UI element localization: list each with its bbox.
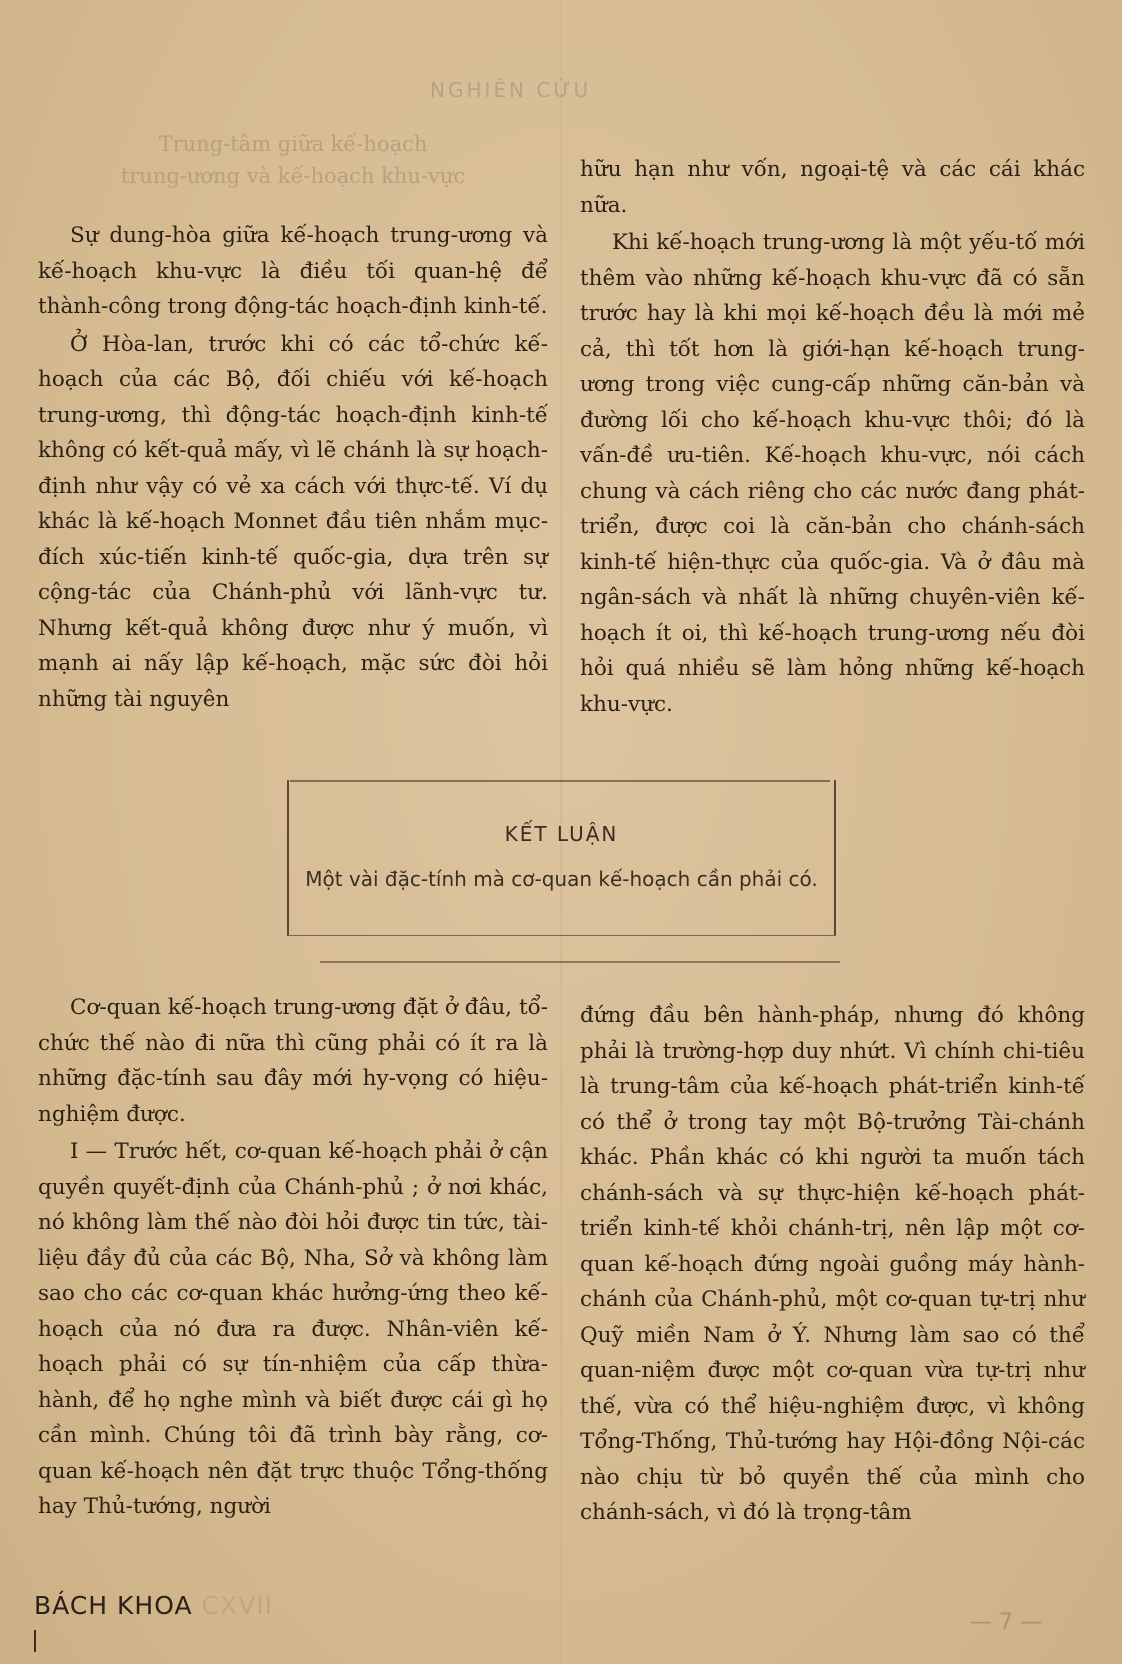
paragraph: Khi kế-hoạch trung-ương là một yếu-tố mới thêm vào những kế-hoạch khu-vực đã có sẵn trước hay là khi mọi kế-hoạch đều là mới mẻ cả, thì tốt hơn là giới-hạn kế-hoạch trung-ương trong việc cung-cấp những căn-bản và đường lối cho kế-hoạch khu-vực thôi; đó là vấn-đề ưu-tiên. Kế-hoạch khu-vực, nói cách chung và cách riêng cho các nước đang phát-triển, được coi là căn-bản cho chánh-sách kinh-tế hiện-thực của quốc-gia. Và ở đâu mà ngân-sách và nhất là những chuyên-viên kế-hoạch ít oi, thì kế-hoạch trung-ương nếu đòi hỏi quá nhiều sẽ làm hỏng những kế-hoạch khu-vực. [580, 230, 1085, 717]
magazine-name: BÁCH KHOA [34, 1591, 193, 1620]
paragraph: Ở Hòa-lan, trước khi có các tổ-chức kế-hoạch của các Bộ, đối chiếu với kế-hoạch trung-ương, thì động-tác hoạch-định kinh-tế không có kết-quả mấy, vì lẽ chánh là sự hoạch-định như vậy có vẻ xa cách với thực-tế. Ví dụ khác là kế-hoạch Monnet đầu tiên nhắm mục-đích xúc-tiến kinh-tế quốc-gia, dựa trên sự cộng-tác của Chánh-phủ với lãnh-vực tư. Nhưng kết-quả không được như ý muốn, vì mạnh ai nấy lập kế-hoạch, mặc sức đòi hỏi những tài nguyên [38, 331, 548, 712]
left-column-top [38, 128, 548, 717]
paragraph: đứng đầu bên hành-pháp, nhưng đó không phải là trường-hợp duy nhứt. Vì chính chi-tiêu là trung-tâm của kế-hoạch phát-triển kinh-tế có thể ở trong tay một Bộ-trưởng Tài-chánh khác. Phần khác có khi người ta muốn tách chánh-sách và sự thực-hiện kế-hoạch phát-triển kinh-tế khỏi chánh-trị, nên lập một cơ-quan kế-hoạch đứng ngoài guồng máy hành-chánh của Chánh-phủ, một cơ-quan tự-trị như Quỹ miền Nam ở Ý. Nhưng làm sao có thể quan-niệm được một cơ-quan vừa tự-trị như thế, vừa có thể hiệu-nghiệm được, vì không Tổng-Thống, Thủ-tướng hay Hội-đồng Nội-các nào chịu từ bỏ quyền thế của mình cho chánh-sách, vì đó là trọng-tâm [580, 1003, 1085, 1525]
running-head: NGHIÊN CỨU [430, 78, 592, 102]
issue-number: CXVII [201, 1591, 273, 1620]
paragraph: hữu hạn như vốn, ngoại-tệ và các cái khác nữa. [580, 157, 1085, 218]
left-column-bottom [38, 990, 548, 1525]
paragraph: Cơ-quan kế-hoạch trung-ương đặt ở đâu, tổ-chức thế nào đi nữa thì cũng phải có ít ra là những đặc-tính sau đây mới hy-vọng có hiệu-nghiệm được. [38, 995, 548, 1127]
footer-mark [34, 1630, 36, 1652]
section-heading-line2: trung-ương và kế-hoạch khu-vực [120, 164, 466, 188]
conclusion-title: KẾT LUẬN [504, 822, 619, 846]
conclusion-subtitle: Một vài đặc-tính mà cơ-quan kế-hoạch cần phải có. [305, 867, 818, 891]
conclusion-box [287, 780, 836, 936]
right-column-bottom [580, 998, 1085, 1531]
page-number: — 7 — [970, 1610, 1042, 1635]
paragraph: Sự dung-hòa giữa kế-hoạch trung-ương và kế-hoạch khu-vực là điều tối quan-hệ để thành-công trong động-tác hoạch-định kinh-tế. [38, 223, 548, 319]
magazine-footer [34, 1591, 273, 1620]
box-bottom-rule [320, 961, 840, 963]
section-heading-line1: Trung-tâm giữa kế-hoạch [158, 132, 428, 156]
right-column-top [580, 152, 1085, 722]
paragraph: I — Trước hết, cơ-quan kế-hoạch phải ở cận quyền quyết-định của Chánh-phủ ; ở nơi khác, nó không làm thế nào đòi hỏi được tin tức, tài-liệu đầy đủ của các Bộ, Nha, Sở và không làm sao cho các cơ-quan khác hưởng-ứng theo kế-hoạch của nó đưa ra được. Nhân-viên kế-hoạch phải có sự tín-nhiệm của cấp thừa-hành, để họ nghe mình và biết được cái gì họ cần mình. Chúng tôi đã trình bày rằng, cơ-quan kế-hoạch nên đặt trực thuộc Tổng-thống hay Thủ-tướng, người [38, 1139, 548, 1519]
section-heading [38, 128, 548, 192]
